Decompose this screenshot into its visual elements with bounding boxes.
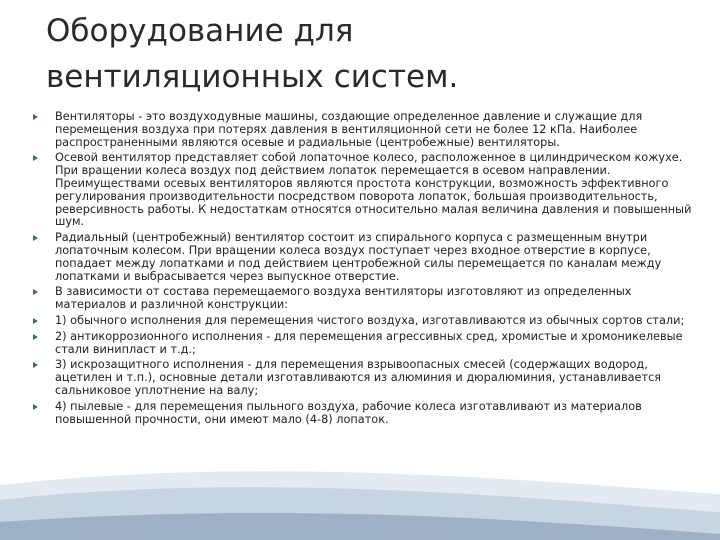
bullet-text: Радиальный (центробежный) вентилятор состоит из спирального корпуса с размещенным внутри лопаточным колесом. При вращении колеса воздух поступает через входное отверстие в корпусе, попадает между лопатками и под действием центробежной силы перемещается по каналам между лопатками и выбрасывается через выпускное отверстие. <box>55 231 662 283</box>
bullet-arrow-icon <box>33 155 38 161</box>
bottom-wave-decoration <box>0 430 720 540</box>
bullet-item <box>33 359 693 397</box>
bullet-arrow-icon <box>33 318 38 324</box>
bullet-list <box>33 111 693 429</box>
bullet-item <box>33 331 693 357</box>
bullet-arrow-icon <box>33 404 38 410</box>
bullet-arrow-icon <box>33 362 38 368</box>
bullet-arrow-icon <box>33 235 38 241</box>
bullet-item <box>33 286 693 312</box>
bullet-text: Осевой вентилятор представляет собой лопаточное колесо, расположенное в цилиндрическом кожухе. При вращении колеса воздух под действием лопаток перемещается в осевом направлении. Преимуществами осевых вентиляторов являются простота конструкции, возможность эффективного регулирования производительности посредством поворота лопаток, большая производительность, реверсивность работы. К недостаткам относятся относительно малая величина давления и повышенный шум. <box>55 151 692 229</box>
bullet-text: Вентиляторы - это воздуходувные машины, создающие определенное давление и служащие для перемещения воздуха при потерях давления в вентиляционной сети не более 12 кПа. Наиболее распространенными являются осевые и радиальные (центробежные) вентиляторы. <box>55 110 643 149</box>
bullet-text: 1) обычного исполнения для перемещения чистого воздуха, изготавливаются из обычных сортов стали; <box>55 313 685 327</box>
bullet-text: 3) искрозащитного исполнения - для перемещения взрывоопасных смесей (содержащих водород, ацетилен и т.п.), основные детали изготавливаются из алюминия и дюралюминия, устанавливается сальниковое уплотнение на валу; <box>55 358 662 397</box>
bullet-item <box>33 232 693 283</box>
bullet-text: 4) пылевые - для перемещения пыльного воздуха, рабочие колеса изготавливают из материалов повышенной прочности, они имеют мало (4-8) лопаток. <box>55 399 642 426</box>
slide-title-line-2: вентиляционных систем. <box>46 59 459 95</box>
bullet-arrow-icon <box>33 114 38 120</box>
bullet-item <box>33 401 693 427</box>
bullet-item <box>33 152 693 229</box>
bullet-arrow-icon <box>33 289 38 295</box>
bullet-item <box>33 315 693 328</box>
slide-title-line-1: Оборудование для <box>46 13 354 49</box>
bullet-text: 2) антикоррозионного исполнения - для перемещения агрессивных сред, хромистые и хромоникелевые стали винипласт и т.д.; <box>55 329 683 356</box>
bullet-text: В зависимости от состава перемещаемого воздуха вентиляторы изготовляют из определенных материалов и различной конструкции: <box>55 285 632 312</box>
slide-title <box>46 8 686 100</box>
bullet-arrow-icon <box>33 334 38 340</box>
bullet-item <box>33 111 693 149</box>
